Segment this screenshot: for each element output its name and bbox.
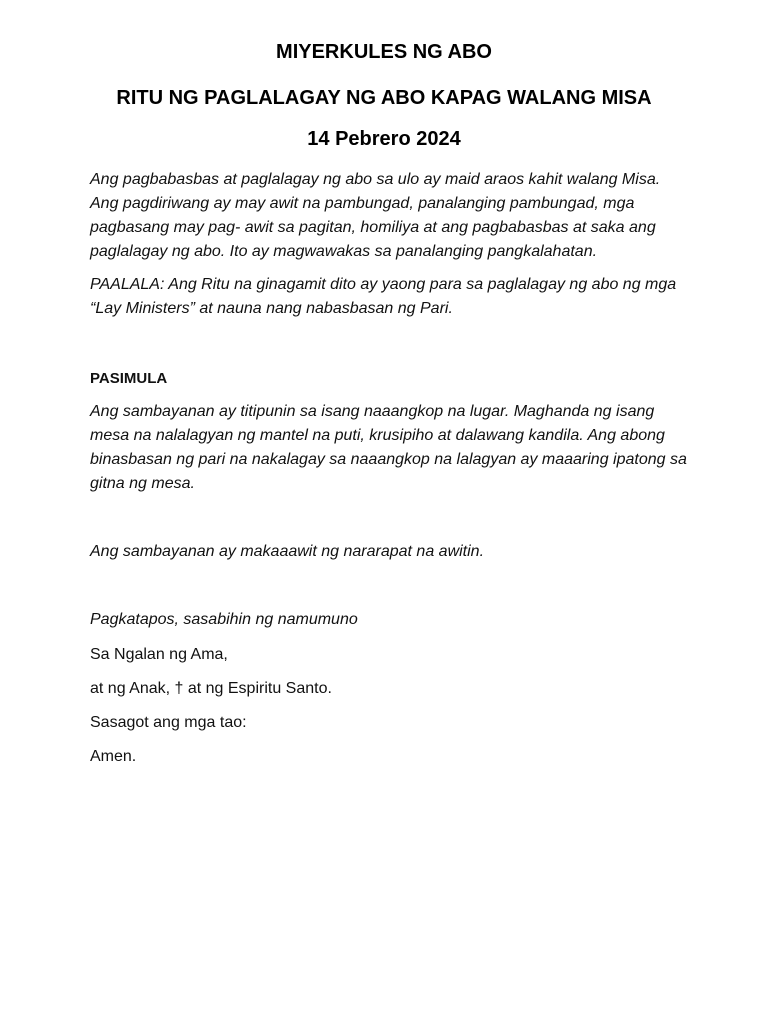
- section-heading-pasimula: PASIMULA: [90, 370, 168, 387]
- paalala-paragraph: PAALALA: Ang Ritu na ginagamit dito ay yaong para sa paglalagay ng abo ng mga “Lay Ministers” at nauna nang nabasbasan ng Pari.: [90, 276, 677, 317]
- sign-of-cross-line-2: at ng Anak, † at ng Espiritu Santo.: [90, 680, 332, 697]
- response-cue: Sasagot ang mga tao:: [90, 714, 247, 731]
- pasimula-instruction: Ang sambayanan ay titipunin sa isang naaangkop na lugar. Maghanda ng isang mesa na nalalagyan ng mantel na puti, krusipiho at dalawang kandila. Ang abong binasbasan ng pari na nakalagay sa naaangkop na lalagyan ay maaaring ipatong sa gitna ng mesa.: [90, 403, 687, 492]
- intro-paragraph: Ang pagbabasbas at paglalagay ng abo sa ulo ay maid araos kahit walang Misa. Ang pagdiriwang ay may awit na pambungad, panalanging pambungad, mga pagbasang may pag- awit sa pagitan, homiliya at ang pagbabasbas at saka ang paglalagay ng abo. Ito ay magwawakas sa panalanging pangkalahatan.: [90, 171, 661, 260]
- sign-of-cross-line-1: Sa Ngalan ng Ama,: [90, 646, 228, 663]
- document-date: 14 Pebrero 2024: [307, 128, 461, 150]
- pagkatapos-instruction: Pagkatapos, sasabihin ng namumuno: [90, 611, 358, 628]
- document-subtitle: RITU NG PAGLALAGAY NG ABO KAPAG WALANG MISA: [116, 87, 652, 109]
- document-title: MIYERKULES NG ABO: [276, 41, 492, 63]
- response-amen: Amen.: [90, 748, 137, 765]
- awit-instruction: Ang sambayanan ay makaaawit ng nararapat na awitin.: [90, 543, 485, 560]
